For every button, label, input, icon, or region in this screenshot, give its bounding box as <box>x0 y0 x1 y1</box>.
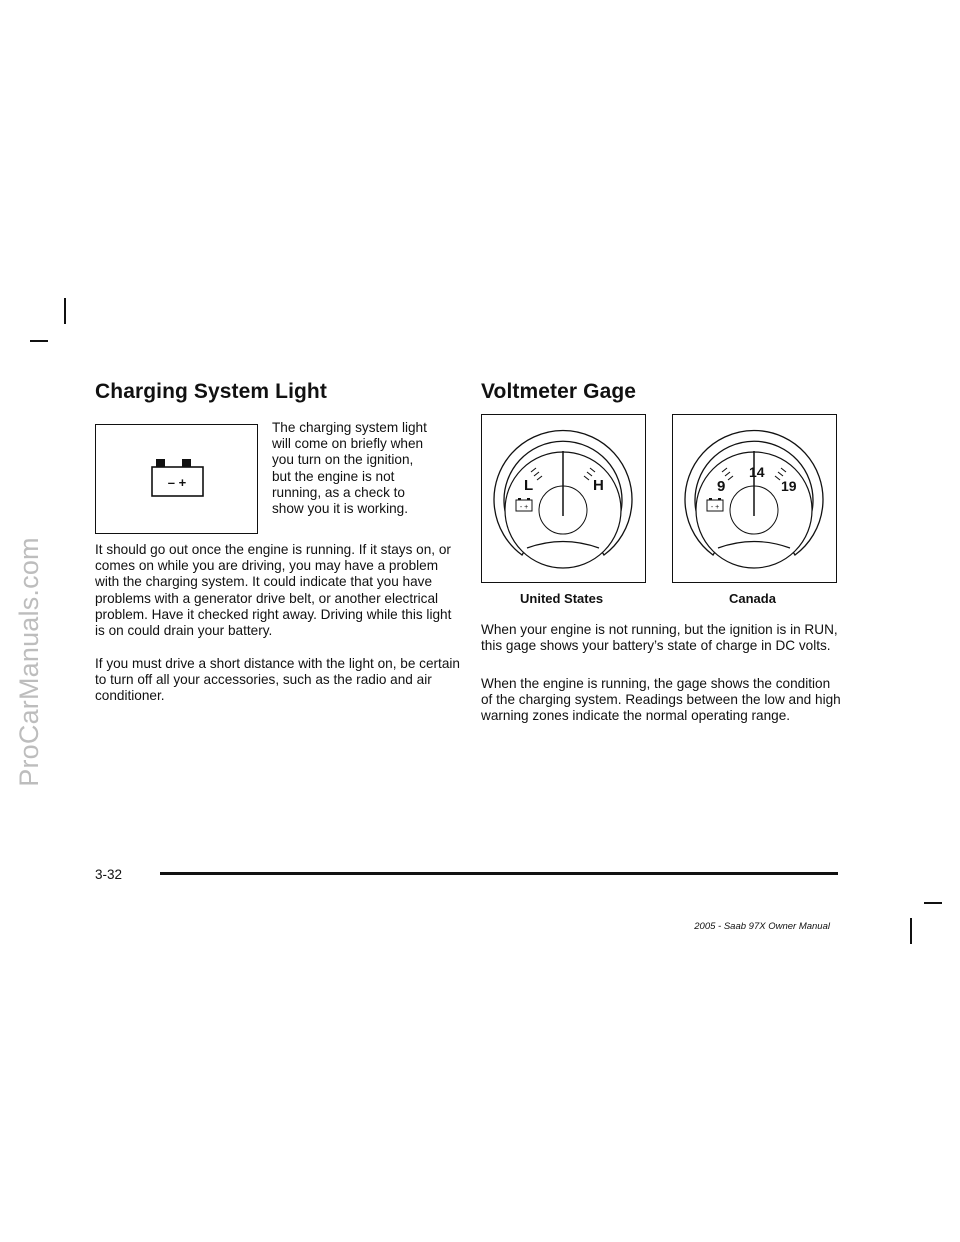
gauge-low-label: 9 <box>717 478 726 495</box>
gauge-us-caption: United States <box>520 591 604 606</box>
crop-mark <box>30 340 48 342</box>
page-number: 3-32 <box>95 867 123 882</box>
gauge-canada-caption: Canada <box>729 591 776 606</box>
watermark: ProCarManuals.com <box>14 537 44 787</box>
voltmeter-gauge-canada <box>673 415 836 582</box>
charging-light-figure <box>95 424 258 534</box>
gauge-high-label: H <box>593 477 604 494</box>
crop-mark <box>910 918 912 944</box>
text-line: you turn on the ignition, <box>272 452 414 468</box>
voltmeter-gauge-us <box>482 415 645 582</box>
gauge-mid-label: 14 <box>749 464 765 480</box>
battery-icon <box>96 425 257 533</box>
text-line: will come on briefly when <box>272 436 424 452</box>
battery-symbol-label: - + <box>710 504 720 511</box>
voltmeter-title: Voltmeter Gage <box>481 380 637 403</box>
footer-manual-title: 2005 - Saab 97X Owner Manual <box>694 921 830 932</box>
charging-paragraph-1: It should go out once the engine is running. If it stays on, or comes on while you are driving, you may have a problem with the charging system. It could indicate that you have problems with a generator drive belt, or another electrical problem. Have it checked right away. Driving while this light is on could drain your battery. <box>95 542 452 639</box>
text-line: show you it is working. <box>272 501 408 517</box>
text-line: but the engine is not <box>272 468 395 484</box>
gauge-high-label: 19 <box>781 478 797 494</box>
battery-terminal-label: – + <box>167 475 187 490</box>
crop-mark <box>64 298 66 324</box>
footer-rule <box>160 872 838 875</box>
text-line: The charging system light <box>272 420 427 435</box>
crop-mark <box>924 902 942 904</box>
gauge-low-label: L <box>524 477 534 494</box>
charging-intro <box>272 420 472 517</box>
voltmeter-paragraph-1: When your engine is not running, but the ignition is in RUN, this gage shows your battery’s state of charge in DC volts. <box>481 622 838 654</box>
battery-symbol-label: - + <box>519 504 529 511</box>
charging-title: Charging System Light <box>95 380 327 403</box>
gauge-canada-figure <box>672 414 837 583</box>
voltmeter-paragraph-2: When the engine is running, the gage shows the condition of the charging system. Readings between the low and high warning zones indicate the normal operating range. <box>481 676 841 724</box>
charging-paragraph-2: If you must drive a short distance with the light on, be certain to turn off all your accessories, such as the radio and air conditioner. <box>95 656 460 704</box>
gauge-us-figure <box>481 414 646 583</box>
text-line: running, as a check to <box>272 484 405 500</box>
